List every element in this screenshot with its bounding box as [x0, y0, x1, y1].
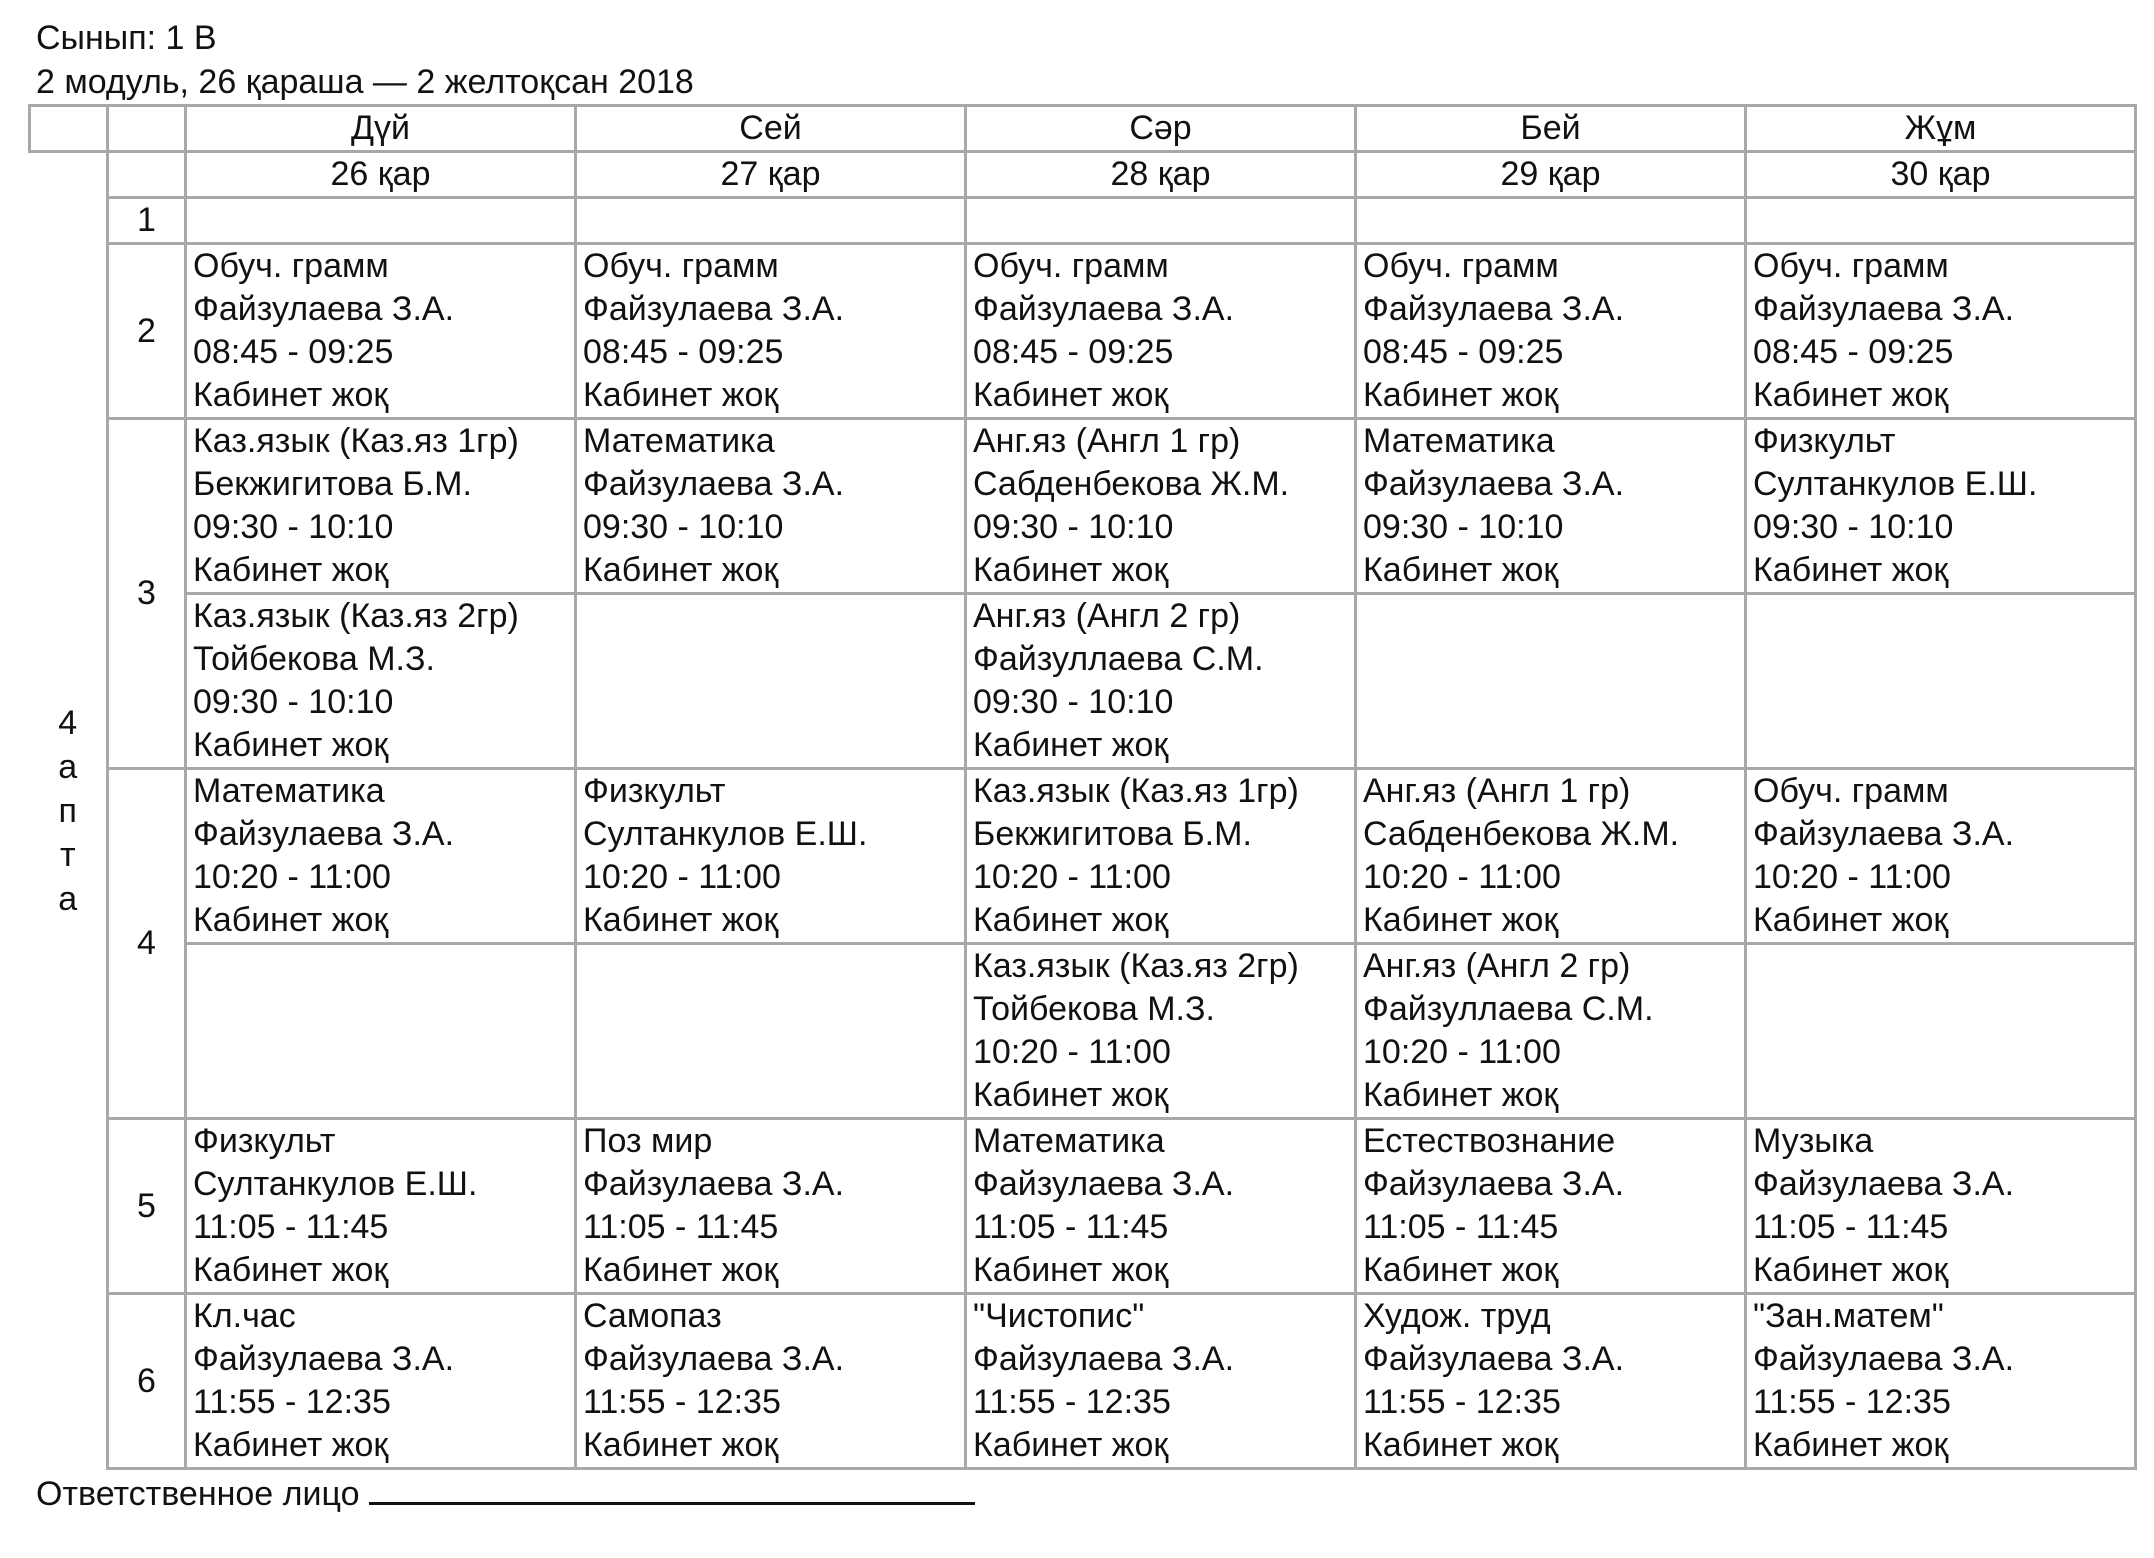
num-header-cell	[108, 152, 186, 198]
lesson-subject: Математика	[1363, 422, 1555, 460]
schedule-table	[28, 104, 2137, 1470]
lesson-cell	[186, 944, 576, 1119]
lesson-subject: Математика	[583, 422, 775, 460]
lesson-room: Кабинет жоқ	[583, 376, 779, 414]
lesson-teacher: Файзулаева З.А.	[973, 1165, 1235, 1203]
lesson-subject: Физкульт	[1753, 422, 1896, 460]
lesson-subject: Физкульт	[193, 1122, 336, 1160]
lesson-time: 09:30 - 10:10	[583, 508, 784, 546]
lesson-room: Кабинет жоқ	[973, 551, 1169, 589]
lesson-teacher: Султанкулов Е.Ш.	[583, 815, 868, 853]
lesson-cell	[186, 198, 576, 244]
lesson-cell	[1746, 769, 2136, 944]
lesson-teacher: Файзулаева З.А.	[1753, 815, 2015, 853]
lesson-teacher: Файзулаева З.А.	[583, 465, 845, 503]
day-name: Бей	[1356, 106, 1746, 152]
period-number: 5	[108, 1119, 186, 1294]
lesson-subject: Анг.яз (Англ 2 гр)	[1363, 947, 1631, 985]
lesson-subject: Самопаз	[583, 1297, 722, 1335]
lesson-time: 11:55 - 12:35	[973, 1383, 1171, 1421]
class-title: Сынып: 1 В	[36, 19, 217, 57]
lesson-time: 08:45 - 09:25	[1363, 333, 1564, 371]
lesson-cell	[966, 944, 1356, 1119]
lesson-cell	[1746, 594, 2136, 769]
lesson-teacher: Файзулаева З.А.	[973, 290, 1235, 328]
week-label-char: п	[58, 791, 77, 830]
lesson-room: Кабинет жоқ	[193, 901, 389, 939]
lesson-room: Кабинет жоқ	[583, 551, 779, 589]
lesson-subject: Анг.яз (Англ 1 гр)	[973, 422, 1241, 460]
lesson-cell	[1356, 198, 1746, 244]
lesson-cell	[186, 594, 576, 769]
lesson-room: Кабинет жоқ	[1753, 551, 1949, 589]
lesson-cell	[966, 244, 1356, 419]
lesson-teacher: Файзуллаева С.М.	[973, 640, 1264, 678]
lesson-cell	[186, 769, 576, 944]
day-name: Сәр	[966, 106, 1356, 152]
lesson-room: Кабинет жоқ	[193, 551, 389, 589]
lesson-time: 11:55 - 12:35	[193, 1383, 391, 1421]
lesson-teacher: Файзулаева З.А.	[1363, 290, 1625, 328]
lesson-teacher: Файзулаева З.А.	[1753, 1165, 2015, 1203]
lesson-time: 10:20 - 11:00	[1363, 1033, 1561, 1071]
lesson-cell	[576, 594, 966, 769]
lesson-time: 09:30 - 10:10	[193, 683, 394, 721]
lesson-cell	[576, 244, 966, 419]
lesson-cell	[1746, 944, 2136, 1119]
week-label	[30, 152, 108, 1469]
lesson-time: 11:05 - 11:45	[973, 1208, 1169, 1246]
lesson-cell	[186, 1119, 576, 1294]
lesson-cell	[1746, 244, 2136, 419]
lesson-teacher: Файзулаева З.А.	[193, 815, 455, 853]
lesson-subject: Музыка	[1753, 1122, 1874, 1160]
day-date: 26 қар	[186, 152, 576, 198]
lesson-room: Кабинет жоқ	[1753, 901, 1949, 939]
lesson-time: 10:20 - 11:00	[973, 858, 1171, 896]
lesson-row	[30, 419, 2136, 594]
lesson-time: 08:45 - 09:25	[973, 333, 1174, 371]
lesson-subject: Физкульт	[583, 772, 726, 810]
lesson-cell	[966, 1294, 1356, 1469]
lesson-teacher: Файзулаева З.А.	[1753, 1340, 2015, 1378]
lesson-subject: Худож. труд	[1363, 1297, 1551, 1335]
lesson-time: 09:30 - 10:10	[1753, 508, 1954, 546]
day-date: 29 қар	[1356, 152, 1746, 198]
lesson-cell	[1356, 1119, 1746, 1294]
week-label-char: а	[58, 747, 78, 786]
lesson-time: 08:45 - 09:25	[193, 333, 394, 371]
period-number: 2	[108, 244, 186, 419]
period-number: 3	[108, 419, 186, 769]
lesson-cell	[1356, 419, 1746, 594]
lesson-cell	[576, 769, 966, 944]
lesson-room: Кабинет жоқ	[193, 376, 389, 414]
lesson-row	[30, 244, 2136, 419]
lesson-subject: "Зан.матем"	[1753, 1297, 1944, 1335]
lesson-room: Кабинет жоқ	[1363, 901, 1559, 939]
lesson-time: 10:20 - 11:00	[973, 1033, 1171, 1071]
lesson-row	[30, 198, 2136, 244]
lesson-teacher: Файзулаева З.А.	[583, 290, 845, 328]
lesson-subject: Математика	[193, 772, 385, 810]
period-number: 6	[108, 1294, 186, 1469]
lesson-row	[30, 1119, 2136, 1294]
lesson-teacher: Файзулаева З.А.	[1363, 465, 1625, 503]
responsible-person	[36, 1474, 975, 1514]
responsible-label: Ответственное лицо	[36, 1475, 360, 1513]
day-date: 27 қар	[576, 152, 966, 198]
lesson-time: 10:20 - 11:00	[193, 858, 391, 896]
day-name: Жұм	[1746, 106, 2136, 152]
lesson-subject: Анг.яз (Англ 1 гр)	[1363, 772, 1631, 810]
lesson-room: Кабинет жоқ	[193, 1251, 389, 1289]
lesson-subject: Обуч. грамм	[1753, 247, 1949, 285]
lesson-cell	[966, 594, 1356, 769]
lesson-time: 08:45 - 09:25	[1753, 333, 1954, 371]
lesson-subject: "Чистопис"	[973, 1297, 1145, 1335]
lesson-time: 10:20 - 11:00	[583, 858, 781, 896]
lesson-cell	[1356, 944, 1746, 1119]
lesson-teacher: Файзулаева З.А.	[1753, 290, 2015, 328]
lesson-room: Кабинет жоқ	[973, 726, 1169, 764]
lesson-room: Кабинет жоқ	[1753, 1426, 1949, 1464]
lesson-room: Кабинет жоқ	[1363, 1251, 1559, 1289]
period-number: 1	[108, 198, 186, 244]
lesson-time: 11:05 - 11:45	[193, 1208, 389, 1246]
lesson-teacher: Файзулаева З.А.	[583, 1165, 845, 1203]
day-name-row	[30, 106, 2136, 152]
lesson-time: 09:30 - 10:10	[973, 508, 1174, 546]
lesson-room: Кабинет жоқ	[1753, 1251, 1949, 1289]
lesson-time: 09:30 - 10:10	[193, 508, 394, 546]
period-title: 2 модуль, 26 қараша — 2 желтоқсан 2018	[36, 63, 694, 101]
lesson-cell	[1746, 419, 2136, 594]
lesson-teacher: Файзулаева З.А.	[1363, 1165, 1625, 1203]
week-label-char: 4	[58, 703, 78, 742]
lesson-time: 09:30 - 10:10	[1363, 508, 1564, 546]
lesson-cell	[1746, 1294, 2136, 1469]
lesson-time: 11:05 - 11:45	[583, 1208, 779, 1246]
lesson-teacher: Тойбекова М.З.	[973, 990, 1215, 1028]
lesson-teacher: Бекжигитова Б.М.	[973, 815, 1252, 853]
lesson-cell	[966, 769, 1356, 944]
lesson-subject: Обуч. грамм	[973, 247, 1169, 285]
lesson-teacher: Файзулаева З.А.	[193, 1340, 455, 1378]
lesson-subject: Обуч. грамм	[1363, 247, 1559, 285]
lesson-cell	[576, 1119, 966, 1294]
lesson-cell	[966, 198, 1356, 244]
week-label-char: а	[58, 879, 78, 918]
lesson-room: Кабинет жоқ	[1363, 1076, 1559, 1114]
lesson-time: 09:30 - 10:10	[973, 683, 1174, 721]
lesson-room: Кабинет жоқ	[973, 1076, 1169, 1114]
lesson-row	[30, 594, 2136, 769]
lesson-room: Кабинет жоқ	[1363, 1426, 1559, 1464]
lesson-teacher: Файзулаева З.А.	[583, 1340, 845, 1378]
day-date-row	[30, 152, 2136, 198]
lesson-time: 11:05 - 11:45	[1363, 1208, 1559, 1246]
lesson-room: Кабинет жоқ	[973, 1251, 1169, 1289]
lesson-room: Кабинет жоқ	[583, 1426, 779, 1464]
lesson-time: 08:45 - 09:25	[583, 333, 784, 371]
lesson-teacher: Файзулаева З.А.	[973, 1340, 1235, 1378]
lesson-time: 11:05 - 11:45	[1753, 1208, 1949, 1246]
lesson-cell	[576, 944, 966, 1119]
lesson-subject: Анг.яз (Англ 2 гр)	[973, 597, 1241, 635]
lesson-cell	[186, 419, 576, 594]
corner-cell	[30, 106, 108, 152]
corner-cell	[108, 106, 186, 152]
lesson-room: Кабинет жоқ	[1363, 551, 1559, 589]
lesson-cell	[186, 1294, 576, 1469]
lesson-room: Кабинет жоқ	[193, 1426, 389, 1464]
lesson-cell	[1746, 1119, 2136, 1294]
lesson-teacher: Сабденбекова Ж.М.	[973, 465, 1290, 503]
lesson-subject: Обуч. грамм	[193, 247, 389, 285]
lesson-time: 10:20 - 11:00	[1753, 858, 1951, 896]
lesson-time: 10:20 - 11:00	[1363, 858, 1561, 896]
lesson-subject: Обуч. грамм	[1753, 772, 1949, 810]
lesson-time: 11:55 - 12:35	[1753, 1383, 1951, 1421]
lesson-room: Кабинет жоқ	[973, 1426, 1169, 1464]
signature-line	[369, 1474, 975, 1505]
lesson-teacher: Сабденбекова Ж.М.	[1363, 815, 1680, 853]
week-label-char: т	[59, 835, 76, 874]
lesson-cell	[966, 1119, 1356, 1294]
lesson-teacher: Файзулаева З.А.	[1363, 1340, 1625, 1378]
lesson-subject: Обуч. грамм	[583, 247, 779, 285]
lesson-teacher: Тойбекова М.З.	[193, 640, 435, 678]
lesson-teacher: Султанкулов Е.Ш.	[193, 1165, 478, 1203]
lesson-cell	[1356, 594, 1746, 769]
lesson-row	[30, 769, 2136, 944]
period-number: 4	[108, 769, 186, 1119]
lesson-time: 11:55 - 12:35	[583, 1383, 781, 1421]
day-date: 28 қар	[966, 152, 1356, 198]
lesson-cell	[576, 198, 966, 244]
lesson-subject: Каз.язык (Каз.яз 2гр)	[973, 947, 1299, 985]
lesson-subject: Каз.язык (Каз.яз 1гр)	[973, 772, 1299, 810]
lesson-cell	[966, 419, 1356, 594]
lesson-subject: Кл.час	[193, 1297, 296, 1335]
lesson-room: Кабинет жоқ	[973, 901, 1169, 939]
lesson-cell	[1356, 1294, 1746, 1469]
lesson-room: Кабинет жоқ	[973, 376, 1169, 414]
lesson-cell	[1356, 244, 1746, 419]
lesson-subject: Математика	[973, 1122, 1165, 1160]
lesson-row	[30, 1294, 2136, 1469]
lesson-cell	[576, 1294, 966, 1469]
lesson-room: Кабинет жоқ	[583, 901, 779, 939]
lesson-room: Кабинет жоқ	[583, 1251, 779, 1289]
lesson-subject: Естествознание	[1363, 1122, 1616, 1160]
lesson-cell	[576, 419, 966, 594]
day-date: 30 қар	[1746, 152, 2136, 198]
lesson-teacher: Бекжигитова Б.М.	[193, 465, 472, 503]
lesson-teacher: Султанкулов Е.Ш.	[1753, 465, 2038, 503]
lesson-cell	[1356, 769, 1746, 944]
lesson-room: Кабинет жоқ	[193, 726, 389, 764]
day-name: Дүй	[186, 106, 576, 152]
lesson-cell	[186, 244, 576, 419]
day-name: Сей	[576, 106, 966, 152]
lesson-teacher: Файзулаева З.А.	[193, 290, 455, 328]
lesson-room: Кабинет жоқ	[1363, 376, 1559, 414]
lesson-teacher: Файзуллаева С.М.	[1363, 990, 1654, 1028]
lesson-subject: Каз.язык (Каз.яз 1гр)	[193, 422, 519, 460]
lesson-subject: Каз.язык (Каз.яз 2гр)	[193, 597, 519, 635]
lesson-subject: Поз мир	[583, 1122, 713, 1160]
lesson-cell	[1746, 198, 2136, 244]
lesson-room: Кабинет жоқ	[1753, 376, 1949, 414]
lesson-time: 11:55 - 12:35	[1363, 1383, 1561, 1421]
lesson-row	[30, 944, 2136, 1119]
